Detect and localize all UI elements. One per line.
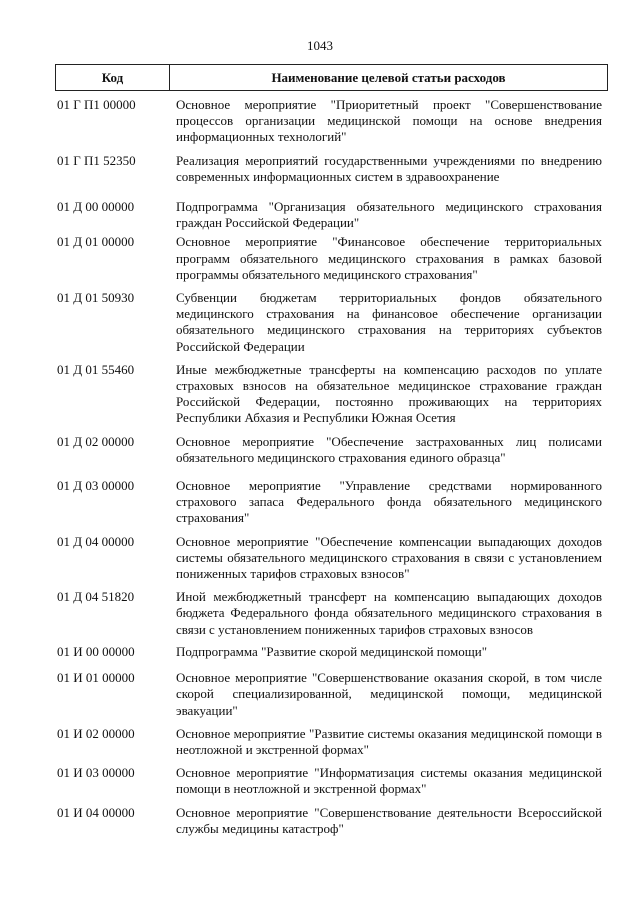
row-name: Иной межбюджетный трансферт на компенсацию выпадающих доходов бюджета Федерального фонда обязательного медицинского страхования в связи с установлением пониженных тарифов страховых взносов: [176, 589, 602, 637]
table-row: [55, 199, 608, 231]
row-name: Реализация мероприятий государственными учреждениями по внедрению современных информационных систем в здравоохранение: [176, 152, 602, 184]
table-header: [55, 64, 608, 91]
row-name: Основное мероприятие "Обеспечение застрахованных лиц полисами обязательного медицинского страхования единого образца": [176, 433, 602, 465]
row-code: 01 Д 04 51820: [57, 589, 135, 605]
table-row: [55, 434, 608, 466]
table-body: [55, 97, 608, 837]
table-row: [55, 97, 608, 146]
row-code: 01 И 04 00000: [57, 804, 135, 820]
table-row: [55, 153, 608, 185]
row-code: 01 Д 02 00000: [57, 433, 135, 449]
table-row: [55, 726, 608, 758]
row-code: 01 Г П1 00000: [57, 97, 136, 112]
row-name: Субвенции бюджетам территориальных фондов обязательного медицинского страхования на финансовое обеспечение организации обязательного медицинского страхования на территориях субъектов Российской Федерации: [176, 290, 602, 354]
row-name: Основное мероприятие "Информатизация системы оказания медицинской помощи в неотложной и экстренной формах": [176, 765, 602, 797]
row-code: 01 И 02 00000: [57, 725, 135, 741]
row-code: 01 Д 04 00000: [57, 533, 135, 549]
table-row: [55, 805, 608, 837]
table-row: [55, 670, 608, 719]
row-name: Основное мероприятие "Совершенствование деятельности Всероссийской службы медицины катастроф": [176, 804, 602, 836]
row-code: 01 И 03 00000: [57, 765, 135, 781]
expense-items-table: [55, 64, 608, 837]
row-name: Основное мероприятие "Развитие системы оказания медицинской помощи в неотложной и экстренной формах": [176, 725, 602, 757]
header-name: Наименование целевой статьи расходов: [271, 69, 506, 85]
row-code: 01 Д 01 55460: [57, 361, 135, 377]
table-row: [55, 478, 608, 527]
row-code: 01 Д 01 50930: [57, 290, 135, 306]
row-name: Подпрограмма "Развитие скорой медицинской помощи": [176, 643, 488, 659]
row-code: 01 Д 01 00000: [57, 234, 135, 250]
row-code: 01 Д 03 00000: [57, 478, 135, 494]
table-row: [55, 589, 608, 638]
table-row: [55, 765, 608, 797]
table-row: [55, 362, 608, 427]
row-code: 01 И 00 00000: [57, 643, 135, 659]
row-name: Основное мероприятие "Обеспечение компенсации выпадающих доходов системы обязательного медицинского страхования в связи с установлением пониженных тарифов страховых взносов": [176, 533, 602, 582]
header-code: Код: [56, 65, 170, 90]
row-name: Основное мероприятие "Финансовое обеспечение территориальных программ обязательного медицинского страхования в рамках базовой программы обязательного медицинского страхования": [176, 234, 602, 282]
row-name: Подпрограмма "Организация обязательного медицинского страхования граждан Российской Федерации": [176, 199, 602, 231]
table-row: [55, 234, 608, 283]
table-row: [55, 534, 608, 583]
page-number: 1043: [307, 38, 333, 53]
table-row: [55, 290, 608, 355]
row-code: 01 И 01 00000: [57, 670, 135, 686]
row-name: Основное мероприятие "Приоритетный проект "Совершенствование процессов организации медицинской помощи на основе внедрения информационных технологий": [176, 97, 602, 145]
row-name: Иные межбюджетные трансферты на компенсацию расходов по уплате страховых взносов на обязательное медицинское страхование граждан Российской Федерации, постоянно проживающих на территориях Республики Абхазия и Республики Южная Осетия: [176, 361, 602, 426]
row-code: 01 Д 00 00000: [57, 199, 135, 215]
row-name: Основное мероприятие "Управление средствами нормированного страхового запаса Федерального фонда обязательного медицинского страхования": [176, 478, 602, 526]
row-name: Основное мероприятие "Совершенствование оказания скорой, в том числе скорой специализированной, медицинской помощи, медицинской эвакуации": [176, 670, 602, 718]
table-row: [55, 644, 608, 660]
row-code: 01 Г П1 52350: [57, 152, 136, 168]
